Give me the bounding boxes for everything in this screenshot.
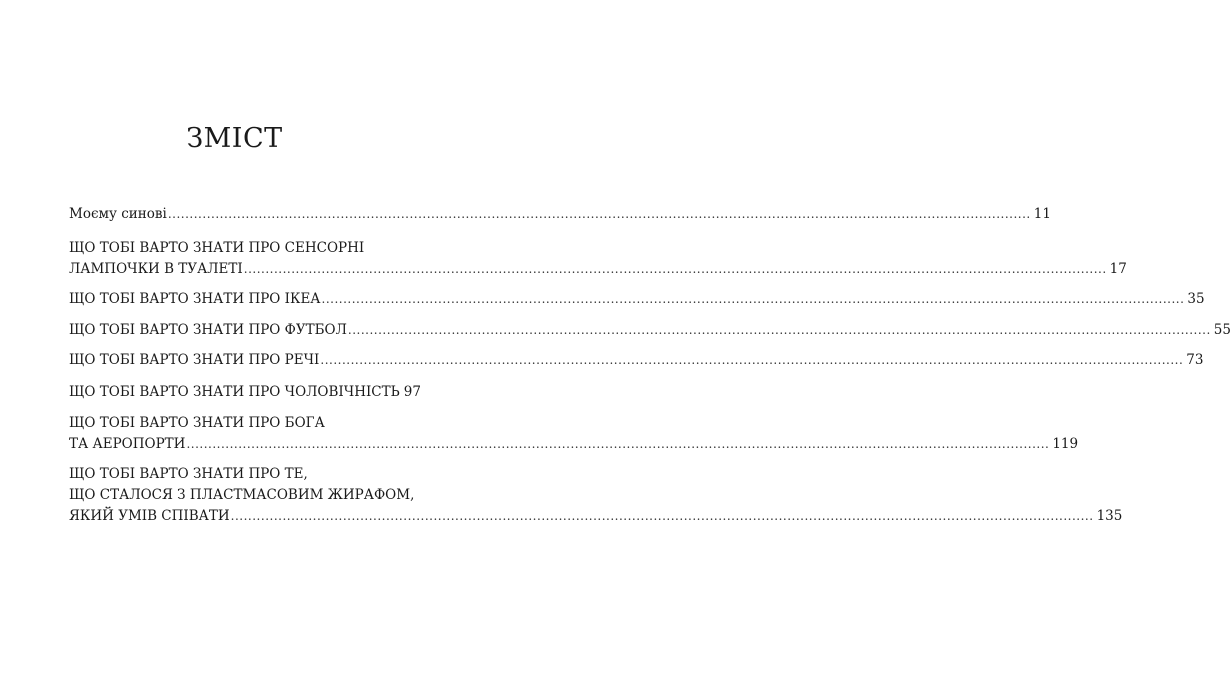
toc-entry-title: ЩО ТОБІ ВАРТО ЗНАТИ ПРО ІКЕА: [69, 291, 321, 307]
toc-entry-title: ЩО СТАЛОСЯ З ПЛАСТМАСОВИМ ЖИРАФОМ,: [69, 487, 415, 503]
toc-entry-title: ЩО ТОБІ ВАРТО ЗНАТИ ПРО ТЕ,: [69, 466, 308, 482]
toc-line: [69, 464, 382, 485]
toc-entry-title: ЛАМПОЧКИ В ТУАЛЕТІ: [69, 261, 243, 277]
toc-entry-title: ЩО ТОБІ ВАРТО ЗНАТИ ПРО ЧОЛОВІЧНІСТЬ: [69, 384, 400, 400]
dot-leader: ........................................................................................................................................................................................................: [186, 437, 1050, 451]
toc-entry-title: ЩО ТОБІ ВАРТО ЗНАТИ ПРО РЕЧІ: [69, 352, 320, 368]
dot-leader: ........................................................................................................................................................................................................: [347, 323, 1211, 337]
toc-entry: [69, 413, 1079, 455]
toc-entry: [69, 204, 1051, 225]
toc-page-number: 119: [1052, 436, 1079, 452]
toc-entry-title: ЯКИЙ УМІВ СПІВАТИ: [69, 508, 230, 524]
toc-entry-title: ТА АЕРОПОРТИ: [69, 436, 186, 452]
toc-page-number: 135: [1096, 508, 1123, 524]
toc-page-number: 97: [403, 384, 421, 400]
toc-line: [69, 434, 1079, 455]
toc-entry: [69, 289, 1205, 310]
toc-page-number: 55: [1213, 322, 1231, 338]
toc-page-number: 35: [1187, 291, 1205, 307]
toc-entry: [69, 350, 1204, 371]
dot-leader: ........................................................................................................................................................................................................: [320, 353, 1184, 367]
toc-entry: [69, 238, 1127, 280]
toc-entry: [69, 464, 1123, 527]
toc-line: [69, 350, 1204, 371]
toc-line: [69, 238, 382, 259]
toc-entry: [69, 382, 421, 403]
toc-line: [69, 289, 1205, 310]
toc-line: [69, 259, 1127, 280]
toc-line: [69, 204, 1051, 225]
toc-entry-title: ЩО ТОБІ ВАРТО ЗНАТИ ПРО БОГА: [69, 415, 325, 431]
toc-page-number: 17: [1109, 261, 1127, 277]
toc-line: [69, 320, 1231, 341]
toc-entry-title: Моєму синові: [69, 206, 167, 222]
dot-leader: ........................................................................................................................................................................................................: [167, 207, 1031, 221]
toc-line: [69, 413, 382, 434]
toc-entry-title: ЩО ТОБІ ВАРТО ЗНАТИ ПРО ФУТБОЛ: [69, 322, 347, 338]
dot-leader: ........................................................................................................................................................................................................: [230, 509, 1094, 523]
toc-line: [69, 485, 415, 506]
toc-page-number: 73: [1186, 352, 1204, 368]
dot-leader: ........................................................................................................................................................................................................: [321, 292, 1185, 306]
toc-entry: [69, 320, 1231, 341]
toc-page-number: 11: [1033, 206, 1051, 222]
toc-entry-title: ЩО ТОБІ ВАРТО ЗНАТИ ПРО СЕНСОРНІ: [69, 240, 365, 256]
dot-leader: ........................................................................................................................................................................................................: [243, 262, 1107, 276]
page-title: ЗМІСТ: [186, 123, 283, 154]
toc-line: [69, 382, 421, 403]
toc-line: [69, 506, 1123, 527]
